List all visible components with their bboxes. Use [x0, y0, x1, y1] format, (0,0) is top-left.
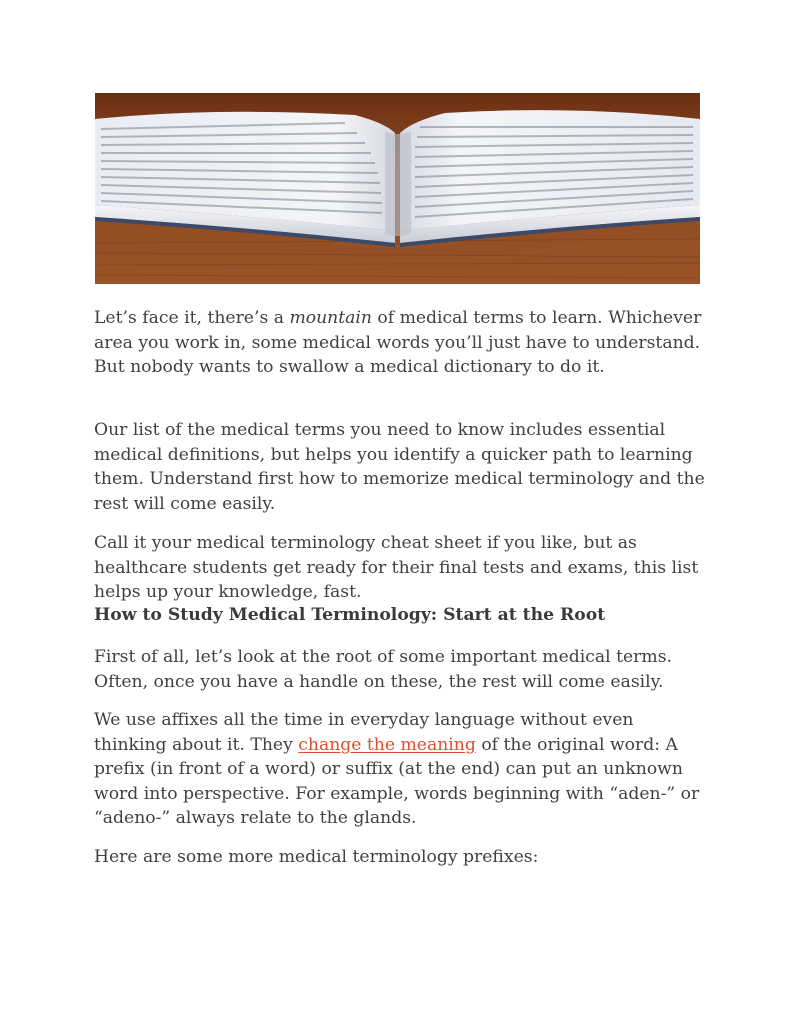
medical-list-paragraph [94, 418, 706, 516]
affixes-rest-text: of the original word: A prefix (in front of a word) or suffix (at the end) can put an unknown word into perspective. For example, words beginning with “aden-” or “adeno-” always relate to the glands. [94, 734, 700, 828]
root-terms-paragraph [94, 645, 706, 694]
open-book-photo [95, 93, 700, 284]
prefixes-intro-paragraph [94, 845, 706, 870]
prefixes-intro-text: Here are some more medical terminology prefixes: [94, 847, 539, 867]
medical-list-text: Our list of the medical terms you need to know includes essential medical definitions, but helps you identify a quicker path to learning them. Understand first how to memorize medical terminology and the rest will come easily. [94, 420, 705, 514]
affixes-lead-text: We use affixes all the time in everyday language without even thinking about it. They [94, 710, 634, 755]
intro-emphasis-text: mountain [289, 308, 372, 328]
cheat-sheet-paragraph [94, 531, 706, 605]
intro-rest-text: of medical terms to learn. Whichever area you work in, some medical words you’ll just have to understand. But nobody wants to swallow a medical dictionary to do it. [94, 308, 702, 377]
cheat-sheet-text: Call it your medical terminology cheat sheet if you like, but as healthcare students get ready for their final tests and exams, this list helps up your knowledge, fast. [94, 533, 699, 602]
intro-lead-text: Let’s face it, there’s a [94, 308, 290, 328]
change-the-meaning-link[interactable]: change the meaning [298, 734, 476, 755]
section-heading: How to Study Medical Terminology: Start at the Root [94, 605, 606, 625]
book-photo-svg [95, 93, 700, 284]
intro-paragraph [94, 306, 706, 380]
root-terms-text: First of all, let’s look at the root of some important medical terms. Often, once you have a handle on these, the rest will come easily. [94, 647, 672, 692]
affixes-paragraph [94, 708, 706, 831]
